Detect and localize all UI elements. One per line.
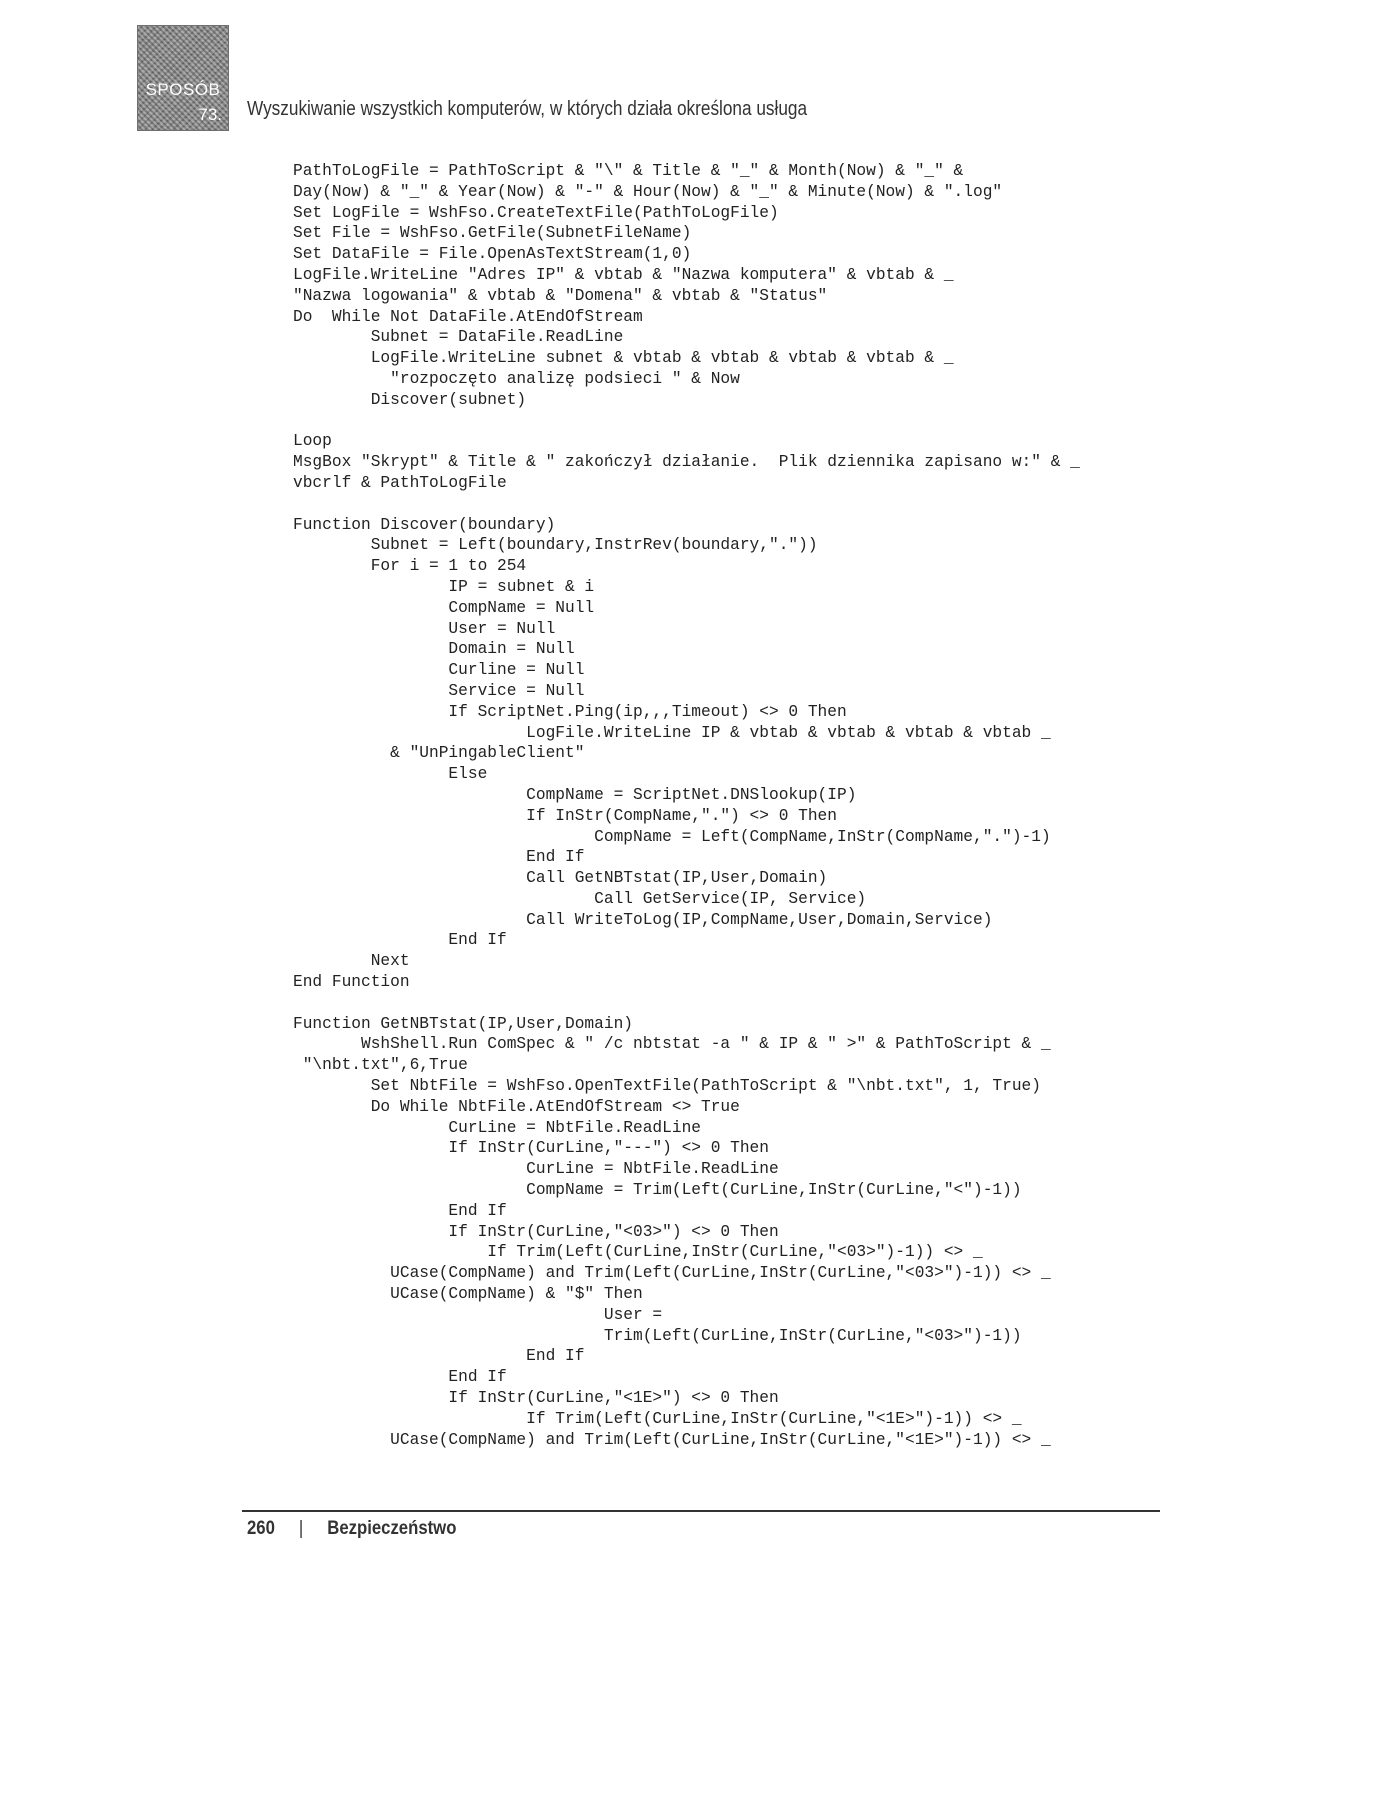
section-badge xyxy=(137,25,229,131)
code-line: Do While Not DataFile.AtEndOfStream xyxy=(293,307,643,326)
code-line: Set LogFile = WshFso.CreateTextFile(PathToLogFile) xyxy=(293,203,779,222)
code-line: Function Discover(boundary) xyxy=(293,515,556,534)
code-line: Set DataFile = File.OpenAsTextStream(1,0) xyxy=(293,245,692,264)
code-line: End If xyxy=(293,931,507,950)
code-line: UCase(CompName) & "$" Then xyxy=(293,1285,643,1304)
footer-divider xyxy=(242,1510,1160,1512)
code-line: Trim(Left(CurLine,InStr(CurLine,"<03>")-1)) xyxy=(293,1326,1022,1345)
code-line: If InStr(CurLine,"<03>") <> 0 Then xyxy=(293,1222,779,1241)
code-line: Loop xyxy=(293,432,332,451)
badge-number: 73. xyxy=(198,105,222,124)
code-line: Function GetNBTstat(IP,User,Domain) xyxy=(293,1014,633,1033)
footer-separator: | xyxy=(298,1518,304,1539)
code-line: "Nazwa logowania" & vbtab & "Domena" & vbtab & "Status" xyxy=(293,286,828,305)
code-line: CurLine = NbtFile.ReadLine xyxy=(293,1160,779,1179)
code-line: LogFile.WriteLine subnet & vbtab & vbtab & vbtab & vbtab & _ xyxy=(293,349,954,368)
code-line: If ScriptNet.Ping(ip,,,Timeout) <> 0 Then xyxy=(293,702,847,721)
code-line: If Trim(Left(CurLine,InStr(CurLine,"<03>")-1)) <> _ xyxy=(293,1243,983,1262)
code-line: Service = Null xyxy=(293,681,585,700)
code-line: User = xyxy=(293,1305,663,1324)
code-line: If InStr(CompName,".") <> 0 Then xyxy=(293,806,837,825)
code-line: Next xyxy=(293,952,410,971)
code-line: End If xyxy=(293,848,585,867)
badge-label: SPOSÓB xyxy=(145,80,221,99)
code-line: If InStr(CurLine,"---") <> 0 Then xyxy=(293,1139,769,1158)
code-line: End If xyxy=(293,1368,507,1387)
code-line: Curline = Null xyxy=(293,661,585,680)
code-line: PathToLogFile = PathToScript & "\" & Title & "_" & Month(Now) & "_" & xyxy=(293,162,964,180)
code-line: UCase(CompName) and Trim(Left(CurLine,InStr(CurLine,"<03>")-1)) <> _ xyxy=(293,1264,1051,1283)
code-line: Set NbtFile = WshFso.OpenTextFile(PathToScript & "\nbt.txt", 1, True) xyxy=(293,1077,1041,1096)
code-line: LogFile.WriteLine IP & vbtab & vbtab & vbtab & vbtab _ xyxy=(293,723,1051,742)
code-line: Else xyxy=(293,765,488,784)
code-listing xyxy=(293,161,1080,1450)
code-line: Set File = WshFso.GetFile(SubnetFileName) xyxy=(293,224,692,243)
page-number: 260 xyxy=(247,1518,275,1539)
code-line: End If xyxy=(293,1201,507,1220)
code-line: "\nbt.txt",6,True xyxy=(293,1056,468,1075)
code-line: End If xyxy=(293,1347,585,1366)
page-footer xyxy=(247,1518,456,1540)
running-head: Wyszukiwanie wszystkich komputerów, w których działa określona usługa xyxy=(247,98,808,120)
code-line: Do While NbtFile.AtEndOfStream <> True xyxy=(293,1097,740,1116)
section-title: Bezpieczeństwo xyxy=(327,1518,457,1539)
code-line: WshShell.Run ComSpec & " /c nbtstat -a " & IP & " >" & PathToScript & _ xyxy=(293,1035,1051,1054)
code-line: CompName = Left(CompName,InStr(CompName,".")-1) xyxy=(293,827,1051,846)
code-line: If InStr(CurLine,"<1E>") <> 0 Then xyxy=(293,1389,779,1408)
code-line: CompName = Trim(Left(CurLine,InStr(CurLine,"<")-1)) xyxy=(293,1181,1022,1200)
code-line: Day(Now) & "_" & Year(Now) & "-" & Hour(Now) & "_" & Minute(Now) & ".log" xyxy=(293,182,1003,201)
code-line: If Trim(Left(CurLine,InStr(CurLine,"<1E>")-1)) <> _ xyxy=(293,1409,1022,1428)
code-line: Call GetNBTstat(IP,User,Domain) xyxy=(293,869,828,888)
code-line: Discover(subnet) xyxy=(293,390,527,409)
code-line: Subnet = DataFile.ReadLine xyxy=(293,328,624,347)
code-line: CompName = ScriptNet.DNSlookup(IP) xyxy=(293,785,857,804)
code-line: vbcrlf & PathToLogFile xyxy=(293,473,507,492)
code-line: User = Null xyxy=(293,619,556,638)
code-line: For i = 1 to 254 xyxy=(293,557,527,576)
code-line: IP = subnet & i xyxy=(293,577,595,596)
code-line: UCase(CompName) and Trim(Left(CurLine,InStr(CurLine,"<1E>")-1)) <> _ xyxy=(293,1430,1051,1449)
code-line: CompName = Null xyxy=(293,598,595,617)
code-line: Subnet = Left(boundary,InstrRev(boundary,".")) xyxy=(293,536,818,555)
code-line: LogFile.WriteLine "Adres IP" & vbtab & "Nazwa komputera" & vbtab & _ xyxy=(293,265,954,284)
code-line: Call WriteToLog(IP,CompName,User,Domain,Service) xyxy=(293,910,993,929)
code-line: End Function xyxy=(293,973,410,992)
code-line: Call GetService(IP, Service) xyxy=(293,889,867,908)
code-line: "rozpoczęto analizę podsieci " & Now xyxy=(293,369,740,388)
code-line: & "UnPingableClient" xyxy=(293,744,585,763)
code-line: CurLine = NbtFile.ReadLine xyxy=(293,1118,701,1137)
code-line: MsgBox "Skrypt" & Title & " zakończył działanie. Plik dziennika zapisano w:" & _ xyxy=(293,453,1080,472)
code-line: Domain = Null xyxy=(293,640,575,659)
